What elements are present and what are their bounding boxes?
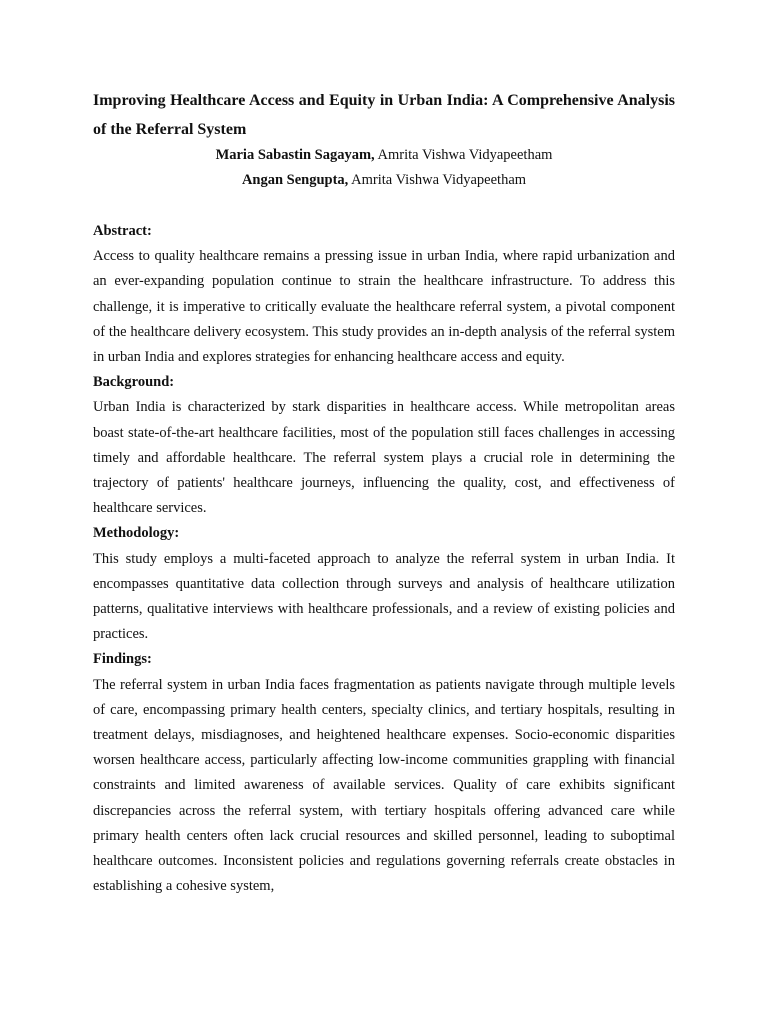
methodology-section xyxy=(93,521,675,647)
section-body: This study employs a multi-faceted approach to analyze the referral system in urban India. It encompasses quantitative data collection through surveys and analysis of healthcare utilization patterns, qualitative interviews with healthcare professionals, and a review of existing policies and practices. xyxy=(93,550,675,643)
section-heading: Background: xyxy=(93,374,175,391)
author-list xyxy=(93,143,675,193)
abstract-section xyxy=(93,219,675,370)
section-body: The referral system in urban India faces fragmentation as patients navigate through multiple levels of care, encompassing primary health centers, specialty clinics, and tertiary hospitals, resulting in treatment delays, misdiagnoses, and heightened healthcare expenses. Socio-economic disparities worsen healthcare access, particularly affecting low-income communities grappling with financial constraints and limited awareness of available services. Quality of care exhibits significant discrepancies across the referral system, with tertiary hospitals offering advanced care while primary health centers often lack crucial resources and skilled personnel, leading to suboptimal healthcare outcomes. Inconsistent policies and regulations governing referrals create obstacles in establishing a cohesive system, xyxy=(93,676,675,895)
section-heading: Methodology: xyxy=(93,525,180,542)
findings-section xyxy=(93,647,675,899)
section-heading: Findings: xyxy=(93,651,152,668)
author-name: Angan Sengupta, xyxy=(241,172,349,188)
author-line xyxy=(93,168,675,193)
author-line xyxy=(93,143,675,168)
author-affiliation: Amrita Vishwa Vidyapeetham xyxy=(374,147,553,163)
paper-title: Improving Healthcare Access and Equity in Urban India: A Comprehensive Analysis of the Referral System xyxy=(93,92,675,138)
spacer xyxy=(93,193,675,219)
section-heading: Abstract: xyxy=(93,223,152,239)
author-name: Maria Sabastin Sagayam, xyxy=(215,147,375,163)
paper-page xyxy=(93,86,675,899)
section-body: Urban India is characterized by stark disparities in healthcare access. While metropolitan areas boast state-of-the-art healthcare facilities, most of the population still faces challenges in accessing timely and affordable healthcare. The referral system plays a crucial role in determining the trajectory of patients' healthcare journeys, influencing the quality, cost, and effectiveness of healthcare services. xyxy=(93,399,675,517)
background-section xyxy=(93,370,675,521)
author-affiliation: Amrita Vishwa Vidyapeetham xyxy=(348,172,527,188)
section-body: Access to quality healthcare remains a pressing issue in urban India, where rapid urbanization and an ever-expanding population continue to strain the healthcare infrastructure. To address this challenge, it is imperative to critically evaluate the healthcare referral system, a pivotal component of the healthcare delivery ecosystem. This study provides an in-depth analysis of the referral system in urban India and explores strategies for enhancing healthcare access and equity. xyxy=(93,248,675,366)
